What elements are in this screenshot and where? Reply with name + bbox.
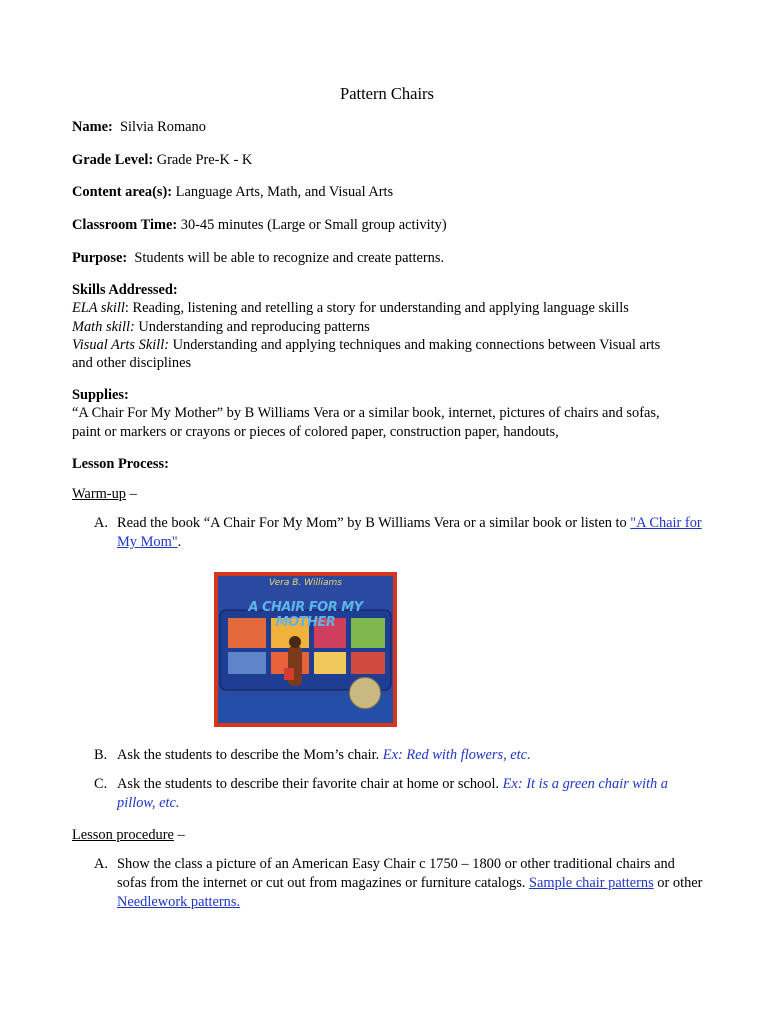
grade-value: Grade Pre-K - K: [156, 152, 253, 168]
grade-label: Grade Level:: [72, 152, 154, 168]
procedure-dash: –: [177, 827, 185, 843]
item-text: [117, 746, 531, 764]
cover-author: Vera B. Williams: [268, 578, 342, 588]
visual-text: Understanding and applying techniques and making connections between Visual arts: [172, 337, 661, 353]
supplies-heading-text: Supplies:: [72, 387, 129, 403]
item-text: [117, 855, 707, 912]
ela-skill-line: [72, 299, 629, 317]
warmup-heading: [72, 485, 137, 503]
name-line: [72, 118, 206, 136]
procedure-label: Lesson procedure: [72, 827, 174, 843]
lesson-process-text: Lesson Process:: [72, 456, 169, 472]
cover-title: A CHAIR FOR MY MOTHER: [248, 600, 363, 630]
item-marker: A.: [94, 856, 108, 872]
skills-heading-text: Skills Addressed:: [72, 282, 178, 298]
award-seal: [349, 677, 381, 709]
grade-line: [72, 151, 252, 169]
ela-label: ELA skill: [72, 300, 125, 316]
chair-for-my-mom-link[interactable]: "A Chair for My Mom": [117, 515, 702, 550]
supplies-line-2: paint or markers or crayons or pieces of colored paper, construction paper, handouts,: [72, 424, 559, 440]
lesson-process-heading: [72, 455, 169, 473]
supplies-line-1: “A Chair For My Mother” by B Williams Vera or a similar book, internet, pictures of chairs and sofas,: [72, 405, 660, 421]
purpose-label: Purpose:: [72, 250, 128, 266]
item-c-example: Ex: It is a green chair with a pillow, etc.: [117, 776, 668, 811]
content-value: Language Arts, Math, and Visual Arts: [175, 184, 394, 200]
sample-chair-patterns-link[interactable]: Sample chair patterns: [529, 875, 654, 891]
book-cover-art: [218, 576, 393, 723]
item-c-text: Ask the students to describe their favorite chair at home or school.: [117, 776, 503, 792]
math-text: Understanding and reproducing patterns: [138, 319, 370, 335]
visual-skill-line: [72, 336, 660, 354]
item-marker: C.: [94, 776, 108, 792]
page-title: Pattern Chairs: [340, 84, 434, 103]
supplies-heading: [72, 386, 129, 404]
item-b-text: Ask the students to describe the Mom’s chair.: [117, 747, 383, 763]
item-a-end: .: [177, 534, 182, 550]
book-cover-image: [214, 572, 397, 727]
content-area-line: [72, 183, 393, 201]
name-label: Name:: [72, 119, 113, 135]
time-label: Classroom Time:: [72, 217, 178, 233]
math-skill-line: [72, 318, 370, 336]
math-label: Math skill:: [72, 319, 135, 335]
procedure-heading: [72, 826, 185, 844]
warmup-label: Warm-up: [72, 486, 126, 502]
item-marker: A.: [94, 515, 108, 531]
visual-skill-line-2: and other disciplines: [72, 355, 192, 371]
warmup-dash: –: [129, 486, 137, 502]
item-a-mid: or other: [653, 875, 703, 891]
purpose-value: Students will be able to recognize and create patterns.: [134, 250, 445, 266]
item-marker: B.: [94, 747, 108, 763]
skills-heading: [72, 281, 178, 299]
item-a-text: Show the class a picture of an American Easy Chair c 1750 – 1800 or other traditional chairs and sofas from the internet or cut out from magazines or furniture catalogs.: [117, 856, 675, 891]
name-value: Silvia Romano: [119, 119, 206, 135]
item-a-text: Read the book “A Chair For My Mom” by B Williams Vera or a similar book or listen to: [117, 515, 631, 531]
needlework-patterns-link[interactable]: Needlework patterns.: [117, 894, 241, 910]
item-text: [117, 775, 707, 813]
item-b-example: Ex: Red with flowers, etc.: [382, 747, 531, 763]
classroom-time-line: [72, 216, 447, 234]
content-label: Content area(s):: [72, 184, 173, 200]
purpose-line: [72, 249, 444, 267]
item-text: [117, 514, 707, 552]
time-value: 30-45 minutes (Large or Small group activity): [180, 217, 447, 233]
visual-label: Visual Arts Skill:: [72, 337, 170, 353]
ela-text: : Reading, listening and retelling a story for understanding and applying language skills: [124, 300, 629, 316]
